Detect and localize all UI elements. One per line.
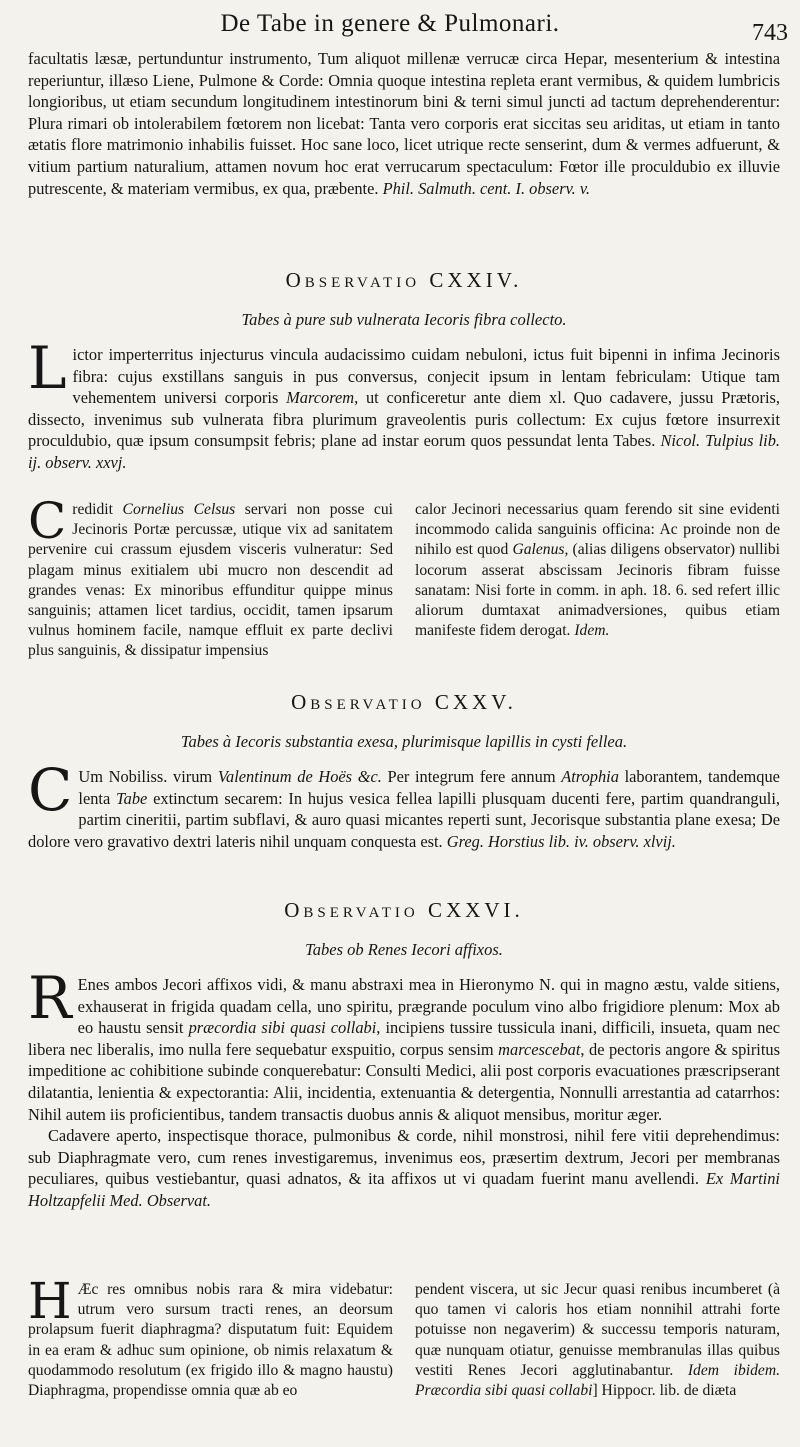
obs126-right-italic-a: Idem ibidem. xyxy=(687,1361,780,1379)
obs126-right-column xyxy=(415,1280,780,1401)
intro-paragraph xyxy=(28,48,780,199)
obs124-right-citation: Idem. xyxy=(574,622,610,640)
obs125-paragraph xyxy=(28,756,780,852)
obs124-block xyxy=(28,334,780,474)
obs125-italic-c: Tabe xyxy=(116,788,148,808)
obs124-text-a: ictor imperterritus injecturus vincula audacissimo cuidam nebuloni, ictus fuit bipenni in infima Jecinoris fibra: cujus exstillans sanguis in pus conversus, conjecit ipsum in lentam febriculam: Utique tam vehementem universi corporis xyxy=(72,345,780,408)
intro-text: facultatis læsæ, pertunduntur instrumento, Tum aliquot millenæ verrucæ circa Hepar, mesenterium & intestina reperiuntur, illæso Liene, Pulmone & Corde: Omnia quoque intestina repleta erant vermibus, & quidem lumbricis longioribus, ut etiam secundum longitudinem intestinorum bini & terni simul juncti ad tactum deprehenderentur: Plura rimari ob intolerabilem fœtorem non licebat: Tanta vero corporis erat siccitas seu ariditas, ut etiam in tanto ætatis flore matrimonio inhabilis fuisset. Hoc sane loco, licet utrique recte senserint, dum & vermes adfuerunt, & vitium partium naturalium, attamen novum hoc erat verrucarum spectaculum: Fœtor ille proculdubio ex illuvie putrescente, & materiam vermibus, ex qua, præbente. xyxy=(28,49,780,198)
obs124-right-column xyxy=(415,500,780,662)
obs126-italic-a: præcordia sibi quasi collabi xyxy=(188,1018,377,1038)
obs124-columns xyxy=(28,492,780,662)
obs125-text-b: Per integrum fere annum xyxy=(387,767,556,786)
obs126-right-italic-b: Præcordia sibi quasi collabi xyxy=(415,1382,593,1400)
obs126-right-text: pendent viscera, ut sic Jecur quasi renibus incumberet (à quo tamen vi caloris hos etiam nonnihil attrahi forte potuisse non negaverim) & successu temporis naturam, quæ nunquam otiatur, genuisse membranulas illas quibus vestiti Renes Jecori agglutinabantur. xyxy=(415,1281,780,1379)
obs126-block xyxy=(28,964,780,1212)
obs125-text-d: extinctum secarem: In hujus vesica fellea lapilli plusquam ducenti fere, partim quandranguli, partim cineritii, partim subflavi, & auro quasi micantes reperti sunt, Jecorisque substantia plane exesa; De dolore vero gravativo dextri lateris nihil unquam conquesta est. xyxy=(28,788,780,851)
intro-citation: Phil. Salmuth. cent. I. observ. v. xyxy=(382,178,590,198)
obs125-block xyxy=(28,756,780,852)
obs126-subtitle: Tabes ob Renes Iecori affixos. xyxy=(305,940,503,959)
obs124-subtitle: Tabes à pure sub vulnerata Iecoris fibra collecto. xyxy=(241,310,567,329)
obs126-text-a: Enes ambos Jecori affixos vidi, & manu abstraxi mea in Hieronymo N. qui in magno æstu, valde sitiens, exhauserat in frigida quadam cella, uno spiritu, prægrande poculum vino albo frigidiore plenum: Mox ab eo haustu sensit xyxy=(77,975,780,1038)
obs126-left-dropcap: H xyxy=(28,1272,72,1330)
obs124-left-column xyxy=(28,492,393,662)
obs125-text-c: laborantem, tandemque lenta xyxy=(78,767,780,808)
obs125-citation: Greg. Horstius lib. iv. observ. xlvij. xyxy=(446,831,676,851)
page-number: 743 xyxy=(752,20,788,46)
obs126-italic-b: marcescebat xyxy=(498,1039,581,1059)
obs126-text-b: , incipiens tussire tussicula inani, difficili, insueta, quam nec libera nec liberalis, imo nulla fere sequebatur exspuitio, corpus sensim xyxy=(28,1018,780,1059)
obs124-left-dropcap: C xyxy=(28,492,67,550)
obs125-heading: Observatio CXXV. xyxy=(291,690,517,714)
obs126-columns xyxy=(28,1272,780,1401)
obs126-dropcap: R xyxy=(28,964,72,1032)
obs126-citation: Ex Martini Holtzapfelii Med. Observat. xyxy=(28,1169,780,1210)
obs124-right-text-a: calor Jecinori necessarius quam ferendo sit sine evidenti incommodo calida sanguinis officina: Ac proinde non de nihilo est quod xyxy=(415,501,780,559)
obs126-paragraph-1 xyxy=(28,964,780,1125)
obs124-left-text-a: redidit xyxy=(72,501,113,518)
running-title: De Tabe in genere & Pulmonari. xyxy=(220,10,560,37)
obs124-right-italic: Galenus xyxy=(512,541,565,559)
running-head xyxy=(0,6,800,46)
obs126-left-column xyxy=(28,1272,393,1401)
obs125-subtitle: Tabes à Iecoris substantia exesa, plurimisque lapillis in cysti fellea. xyxy=(180,732,628,751)
obs124-left-text-b: servari non posse cui Jecinoris Portæ percussæ, utique vix ad sanitatem pervenire cui crassum ejusdem visceris vulneratur: Sed plagam minus exitialem ubi mucro non descendit ad grandes venas: Ex minoribus effunditur quippe minus sanguinis; attamen licet tardius, occidit, tamen ipsarum vulnus hominem facile, namque effluit ex parte declivi plus sanguinis, & dissipatur impensius xyxy=(28,501,393,660)
obs124-paragraph xyxy=(28,334,780,474)
obs126-paragraph-2 xyxy=(28,1125,780,1211)
obs126-right-text-b: ] Hippocr. lib. de diæta xyxy=(592,1382,737,1400)
obs126-left-text: Æc res omnibus nobis rara & mira videbatur: utrum vero sursum tracti renes, an deorsum prolapsum fuerit diaphragma? disputatum fuit: Equidem in ea eram & adhuc sum opinione, ob nimis relaxatum & quodammodo resolutum (ex frigido illo & magno haustu) Diaphragma, propendisse omnia quæ ab eo xyxy=(28,1281,393,1400)
obs125-dropcap: C xyxy=(28,756,73,824)
obs124-dropcap: L xyxy=(28,334,67,402)
obs124-left-italic: Cornelius Celsus xyxy=(122,501,236,518)
obs124-right-text-b: , (alias diligens observator) nullibi locorum asserat abscissam Jecinoris fibram fuisse sanatam: Nisi forte in comm. in aph. 18. 6. sed refert illic aliorum dumtaxat animadversiones, quibus etiam manifeste fidem derogat. xyxy=(415,541,780,640)
obs125-text-a: Um Nobiliss. virum xyxy=(78,767,213,786)
obs126-para2-text: Cadavere aperto, inspectisque thorace, pulmonibus & corde, nihil monstrosi, nihil fere vitii deprehendimus: sub Diaphragmate vero, cum renes investigaremus, invenimus eos, præsertim dextrum, Jecori per membranas peculiares, quibus vestiebantur, quasi adnatos, & ita affixos ut vi quadam fuerint manu avellendi. xyxy=(28,1126,780,1189)
intro-block xyxy=(28,48,780,199)
obs124-text-b: , ut conficeretur ante diem xl. Quo cadavere, jussu Prætoris, dissecto, invenimus sub vulnerata fibra plurimum graveolentis puris collectum: Ex cujus fœtore insurrexit proculdubio, quæ ipsum consumpsit febris; plane ad instar eorum quos pessundat lenta Tabes. xyxy=(28,388,780,451)
obs124-italic-a: Marcorem xyxy=(286,388,355,408)
obs124-citation: Nicol. Tulpius lib. ij. observ. xxvj. xyxy=(28,431,780,472)
obs125-italic-b: Atrophia xyxy=(561,767,619,786)
obs124-heading: Observatio CXXIV. xyxy=(285,268,523,292)
obs126-heading: Observatio CXXVI. xyxy=(284,898,524,922)
obs126-text-c: , de pectoris angore & spiritus impeditione ac cohibitione subinde conquerebatur: Consulti Medici, alii post corporis evacuationes præscripserant dilatantia, lenientia & expectorantia: Alii, incidentia, extenuantia & detergentia, Nonnulli arrestantia ad catarrhos: Nihil autem iis proficientibus, tandem transactis duobus annis & aliquot mensibus, moritur æger. xyxy=(28,1039,780,1124)
obs125-italic-a: Valentinum de Hoës &c. xyxy=(217,767,382,786)
